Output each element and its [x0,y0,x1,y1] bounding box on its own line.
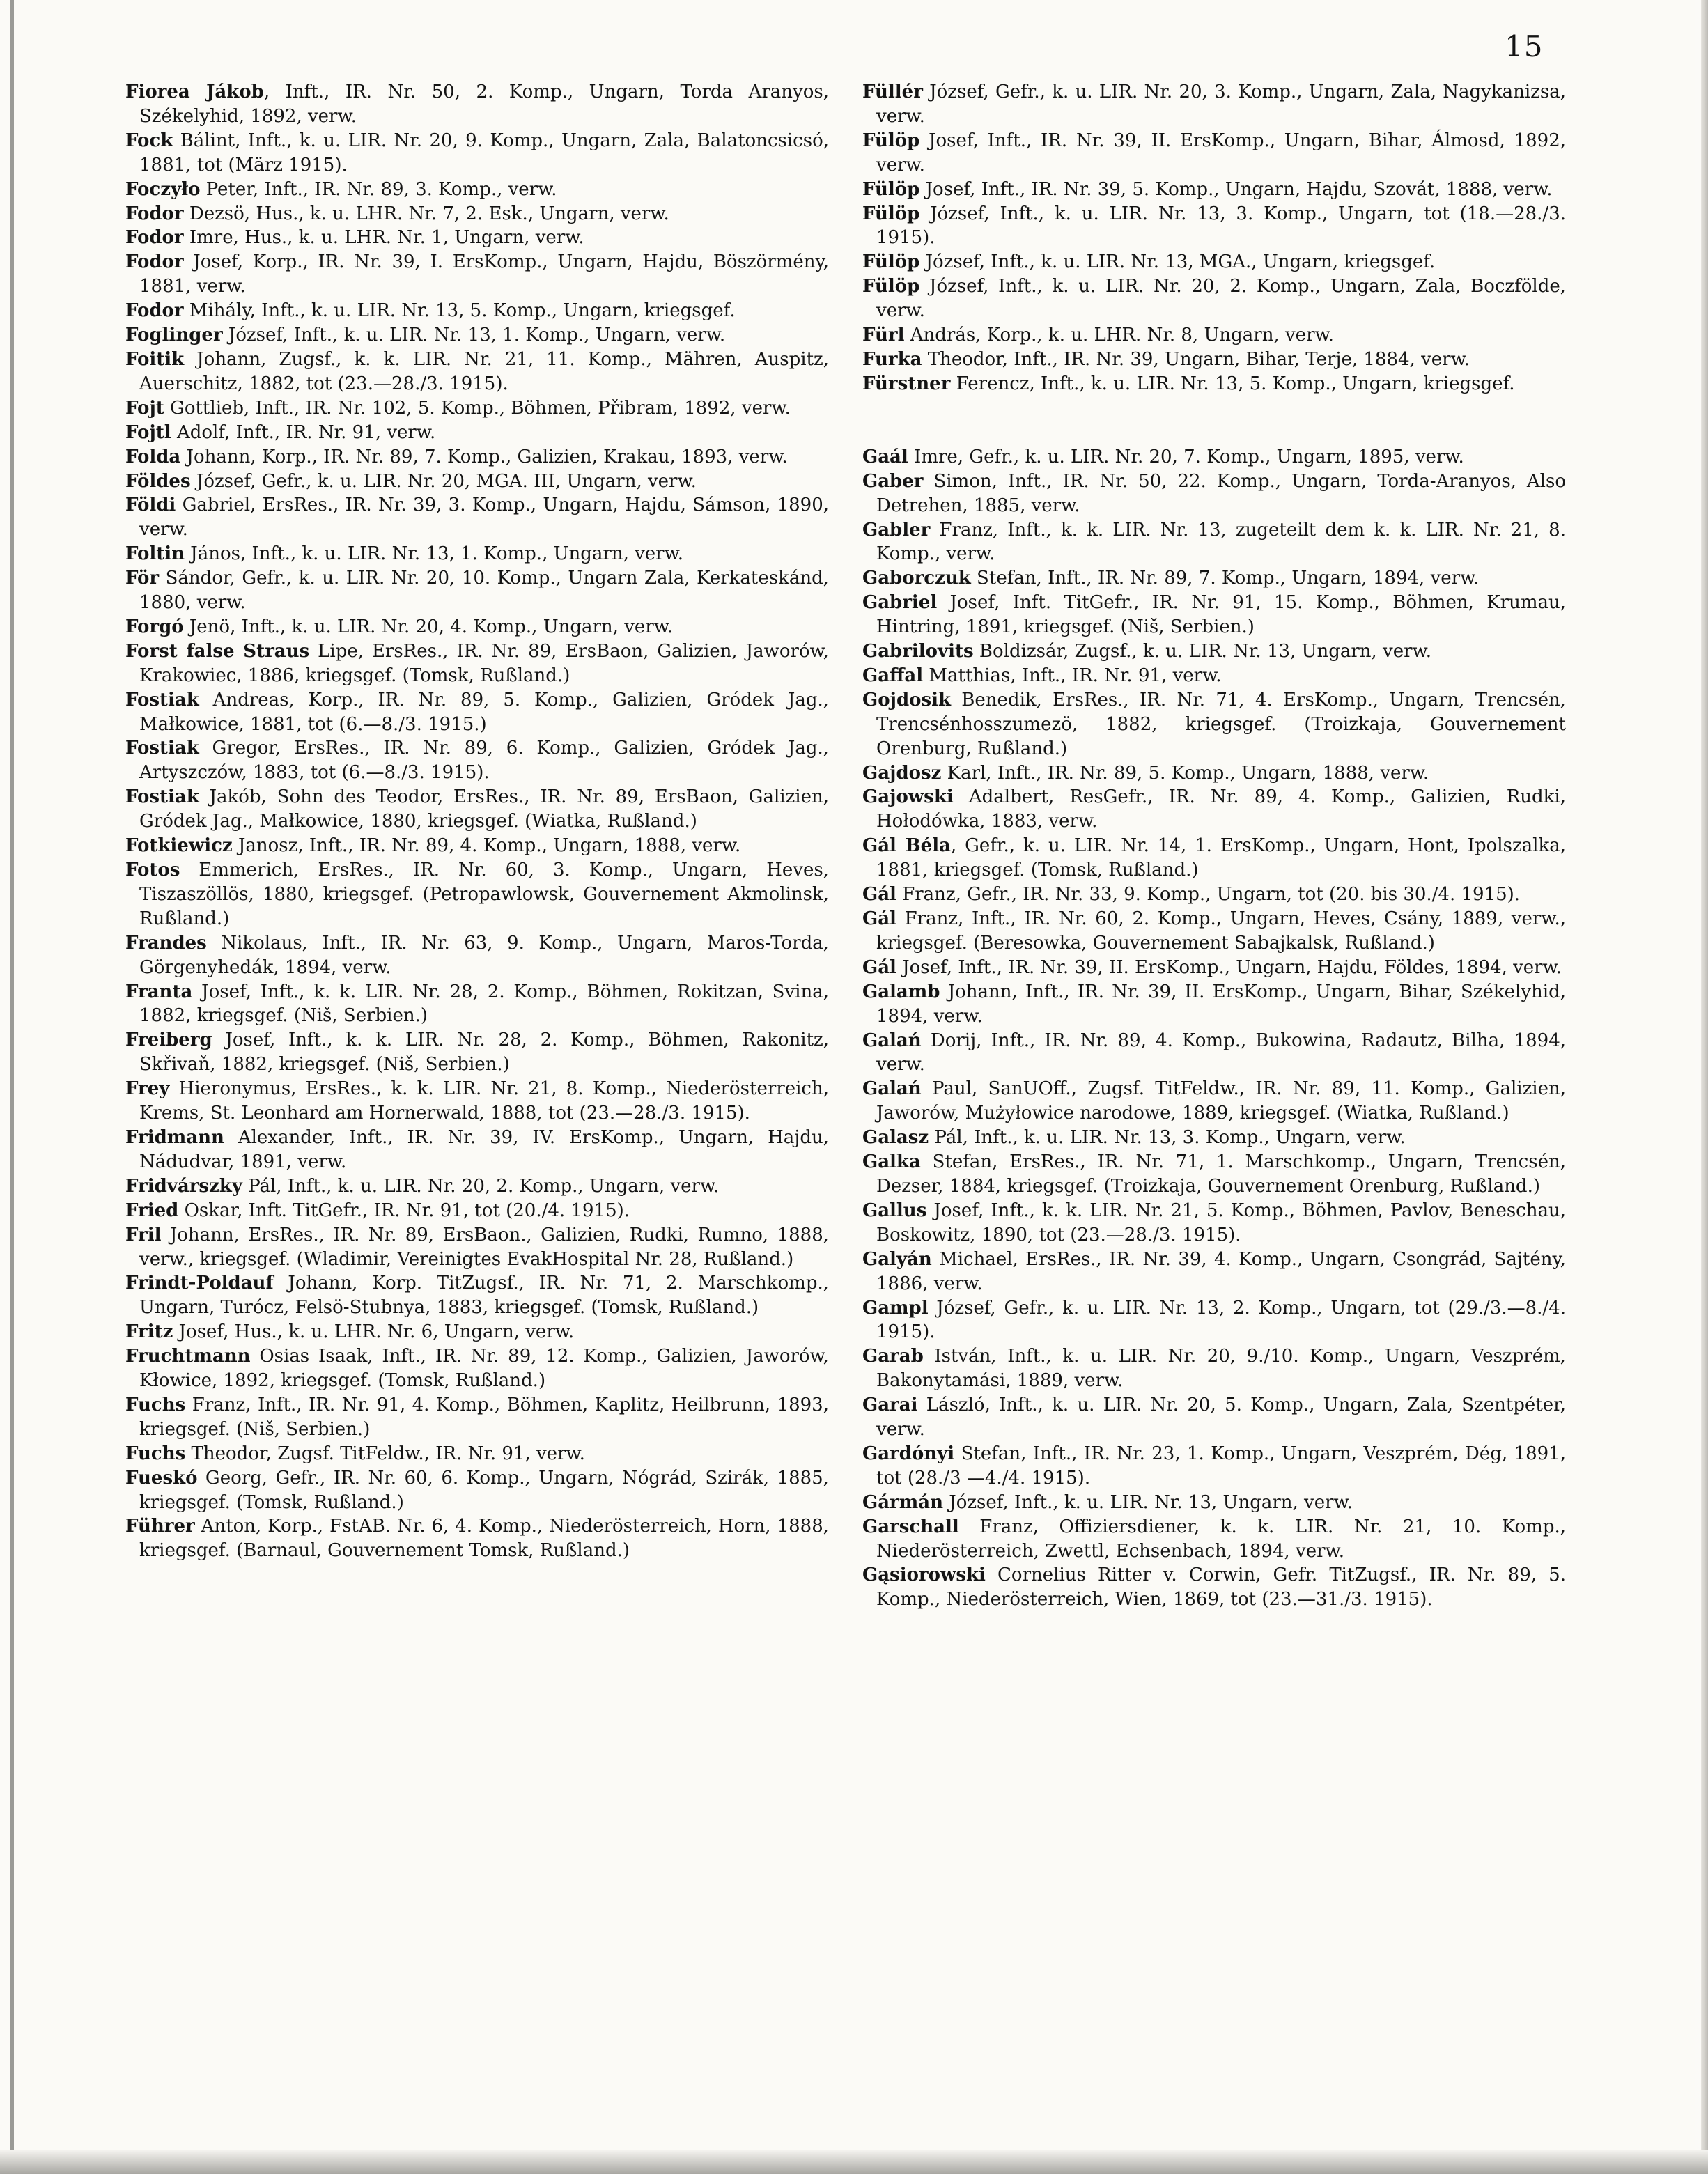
register-entry [125,421,829,445]
register-entry [862,664,1566,688]
entry-surname: Gallus [862,1199,927,1221]
entry-details: Pál, Inft., k. u. LIR. Nr. 13, 3. Komp., Ungarn, verw. [929,1127,1406,1149]
entry-surname: Fojtl [125,421,171,443]
register-entry [125,202,829,226]
register-entry [862,372,1566,396]
entry-details: Johann, ErsRes., IR. Nr. 89, ErsBaon., Galizien, Rudki, Rumno, 1888, verw., kriegsgef. (Wladimir, Vereinigtes EvakHospital Nr. 28, Rußland.) [139,1224,829,1270]
section-gap [862,396,1566,445]
entry-details: Stefan, Inft., IR. Nr. 23, 1. Komp., Ungarn, Veszprém, Dég, 1891, tot (28./3 —4./4. 1915). [876,1443,1566,1489]
register-entry [125,299,829,323]
entry-details: Pál, Inft., k. u. LIR. Nr. 20, 2. Komp., Ungarn, verw. [242,1175,720,1197]
entry-details: Lipe, ErsRes., IR. Nr. 89, ErsBaon, Galizien, Jaworów, Krakowiec, 1886, kriegsgef. (Tomsk, Rußland.) [139,640,829,686]
entry-details: , Gefr., k. u. LIR. Nr. 14, 1. ErsKomp., Ungarn, Hont, Ipolszalka, 1881, kriegsgef. (Tomsk, Rußland.) [876,835,1566,881]
entry-details: Dezsö, Hus., k. u. LHR. Nr. 7, 2. Esk., Ungarn, verw. [183,203,669,224]
entry-details: , Inft., IR. Nr. 50, 2. Komp., Ungarn, Torda Aranyos, Székelyhid, 1892, verw. [139,81,829,127]
register-entry [862,639,1566,664]
register-entry [862,323,1566,348]
entry-surname: Fülöp [862,251,920,273]
register-entry [125,785,829,834]
entry-details: András, Korp., k. u. LHR. Nr. 8, Ungarn, verw. [904,325,1334,346]
entry-surname: Gál [862,956,896,978]
register-entry [125,80,829,129]
register-entry [862,1393,1566,1442]
register-entry [862,1077,1566,1126]
register-entry [862,178,1566,202]
register-entry [862,1344,1566,1393]
register-entry [862,1126,1566,1150]
register-entry [862,1029,1566,1078]
entry-details: József, Inft., k. u. LIR. Nr. 20, 2. Komp., Ungarn, Zala, Boczfölde, verw. [876,276,1566,322]
entry-details: Sándor, Gefr., k. u. LIR. Nr. 20, 10. Komp., Ungarn Zala, Kerkateskánd, 1880, verw. [139,568,829,614]
register-entry [125,858,829,931]
entry-surname: Fodor [125,251,184,273]
entry-surname: Fodor [125,203,184,224]
entry-surname: Foltin [125,543,185,565]
entry-surname: Galyán [862,1248,932,1270]
entry-details: József, Inft., k. u. LIR. Nr. 13, 1. Komp., Ungarn, verw. [222,325,726,346]
entry-surname: Fojt [125,397,164,419]
register-entry [125,396,829,421]
entry-details: Osias Isaak, Inft., IR. Nr. 89, 12. Komp., Galizien, Jaworów, Kłowice, 1892, kriegsgef. (Tomsk, Rußland.) [139,1346,829,1392]
entry-surname: Fodor [125,227,184,249]
entry-details: Theodor, Inft., IR. Nr. 39, Ungarn, Bihar, Terje, 1884, verw. [922,348,1470,370]
register-entry [125,1514,829,1563]
register-entry [862,445,1566,469]
register-entry [862,1296,1566,1345]
entry-surname: Fülöp [862,130,920,151]
register-entry [125,1466,829,1515]
entry-details: Franz, Inft., k. k. LIR. Nr. 13, zugeteilt dem k. k. LIR. Nr. 21, 8. Komp., verw. [876,519,1566,565]
entry-surname: Frindt-Poldauf [125,1273,274,1294]
register-entry [862,1563,1566,1612]
entry-surname: Földi [125,495,176,516]
register-entry [125,1126,829,1174]
entry-details: Gabriel, ErsRes., IR. Nr. 39, 3. Komp., Ungarn, Hajdu, Sámson, 1890, verw. [139,495,829,541]
entry-surname: Fruchtmann [125,1346,251,1367]
entry-details: József, Gefr., k. u. LIR. Nr. 13, 2. Komp., Ungarn, tot (29./3.—8./4. 1915). [876,1297,1566,1343]
entry-details: Imre, Hus., k. u. LHR. Nr. 1, Ungarn, verw. [183,227,584,249]
entry-surname: Fotos [125,860,180,880]
entry-details: Stefan, Inft., IR. Nr. 89, 7. Komp., Ungarn, 1894, verw. [970,568,1480,589]
entry-surname: Freiberg [125,1030,212,1051]
register-entry [862,688,1566,761]
entry-details: Bálint, Inft., k. u. LIR. Nr. 20, 9. Komp., Ungarn, Zala, Balatoncsicsó, 1881, tot (März 1915). [139,130,829,176]
entry-surname: Garab [862,1346,924,1367]
entry-surname: Fritz [125,1321,173,1343]
right-column-f-section [862,80,1566,396]
register-entry [862,129,1566,178]
entry-surname: Gármán [862,1491,944,1513]
register-entry [125,1442,829,1466]
entry-surname: Fotkiewicz [125,835,233,857]
entry-surname: Fiorea Jákob [125,81,264,102]
right-column-g-section [862,445,1566,1613]
register-entry [862,591,1566,639]
entry-details: Johann, Korp., IR. Nr. 89, 7. Komp., Galizien, Krakau, 1893, verw. [180,446,788,467]
entry-surname: Gál Béla [862,835,951,857]
entry-surname: Garai [862,1395,918,1416]
register-entry [125,736,829,785]
register-entry [862,1199,1566,1248]
entry-details: Oskar, Inft. TitGefr., IR. Nr. 91, tot (20./4. 1915). [178,1199,630,1221]
register-entry [862,202,1566,251]
entry-surname: Galamb [862,981,940,1002]
right-column [862,80,1566,1612]
entry-surname: Franta [125,981,193,1002]
entry-details: Dorij, Inft., IR. Nr. 89, 4. Komp., Bukowina, Radautz, Bilha, 1894, verw. [876,1030,1566,1076]
entry-surname: Fostiak [125,786,199,808]
register-entry [125,542,829,566]
register-entry [125,445,829,469]
register-entry [125,1199,829,1223]
register-entry [862,980,1566,1029]
entry-surname: Fürstner [862,373,951,394]
entry-details: Benedik, ErsRes., IR. Nr. 71, 4. ErsKomp., Ungarn, Trencsén, Trencsénhosszumezö, 1882, kriegsgef. (Troizkaja, Gouvernement Orenburg, Rußland.) [876,689,1566,759]
entry-surname: Forgó [125,616,184,637]
entry-details: Simon, Inft., IR. Nr. 50, 22. Komp., Ungarn, Torda-Aranyos, Also Detrehen, 1885, verw. [876,470,1566,516]
register-entry [862,761,1566,786]
entry-details: Gregor, ErsRes., IR. Nr. 89, 6. Komp., Galizien, Gródek Jag., Artyszczów, 1883, tot (6.—8./3. 1915). [139,738,829,784]
register-entry [125,1223,829,1272]
register-entry [125,980,829,1029]
entry-surname: Földes [125,470,191,492]
entry-surname: Gaál [862,446,908,467]
entry-surname: Gojdosik [862,689,952,711]
entry-details: Franz, Offiziersdiener, k. k. LIR. Nr. 21, 10. Komp., Niederösterreich, Zwettl, Echsenbach, 1894, verw. [876,1516,1566,1562]
entry-details: Matthias, Inft., IR. Nr. 91, verw. [923,665,1222,686]
entry-surname: Führer [125,1516,195,1537]
entry-details: Cornelius Ritter v. Corwin, Gefr. TitZugsf., IR. Nr. 89, 5. Komp., Niederösterreich, Wien, 1869, tot (23.—31./3. 1915). [876,1564,1566,1610]
entry-surname: Fuchs [125,1443,186,1464]
entry-surname: Fridvárszky [125,1175,242,1197]
register-entry [862,348,1566,372]
entry-surname: Furka [862,348,922,370]
entry-details: Imre, Gefr., k. u. LIR. Nr. 20, 7. Komp., Ungarn, 1895, verw. [908,446,1464,467]
entry-surname: Gál [862,908,896,929]
register-entry [125,493,829,542]
entry-surname: Fried [125,1199,179,1221]
entry-surname: Gąsiorowski [862,1564,986,1586]
entry-details: Stefan, ErsRes., IR. Nr. 71, 1. Marschkomp., Ungarn, Trencsén, Dezser, 1884, kriegsgef. (Troizkaja, Gouvernement Orenburg, Rußland.) [876,1151,1566,1197]
entry-surname: Gabrilovits [862,641,974,662]
entry-details: Andreas, Korp., IR. Nr. 89, 5. Komp., Galizien, Gródek Jag., Małkowice, 1881, tot (6.—8./3. 1915.) [139,689,829,735]
entry-details: Gottlieb, Inft., IR. Nr. 102, 5. Komp., Böhmen, Přibram, 1892, verw. [164,397,791,419]
entry-details: Franz, Inft., IR. Nr. 91, 4. Komp., Böhmen, Kaplitz, Heilbrunn, 1893, kriegsgef. (Niš, Serbien.) [139,1394,829,1440]
entry-details: Johann, Korp. TitZugsf., IR. Nr. 71, 2. Marschkomp., Ungarn, Turócz, Felsö-Stubnya, 1883, kriegsgef. (Tomsk, Rußland.) [139,1273,829,1319]
entry-surname: Gál [862,884,896,906]
entry-surname: Gabriel [862,592,938,614]
entry-details: Theodor, Zugsf. TitFeldw., IR. Nr. 91, verw. [185,1443,585,1464]
entry-surname: Galasz [862,1127,929,1149]
entry-details: Josef, Inft., k. k. LIR. Nr. 28, 2. Komp., Böhmen, Rakonitz, Skřivaň, 1882, kriegsgef. (Niš, Serbien.) [139,1030,829,1076]
entry-surname: Fülöp [862,203,920,224]
entry-surname: Foglinger [125,325,223,346]
register-entry [125,178,829,202]
entry-details: Josef, Hus., k. u. LHR. Nr. 6, Ungarn, verw. [173,1321,575,1343]
entry-details: Emmerich, ErsRes., IR. Nr. 60, 3. Komp., Ungarn, Heves, Tiszaszöllös, 1880, kriegsgef. (Petropawlowsk, Gouvernement Akmolinsk, Rußland.) [139,860,829,929]
entry-surname: Gabler [862,519,931,541]
register-entry [862,250,1566,274]
entry-surname: Galań [862,1030,922,1051]
entry-details: Johann, Zugsf., k. k. LIR. Nr. 21, 11. Komp., Mähren, Auspitz, Auerschitz, 1882, tot (23.—28./3. 1915). [139,348,829,394]
entry-details: József, Inft., k. u. LIR. Nr. 13, 3. Komp., Ungarn, tot (18.—28./3. 1915). [876,203,1566,249]
entry-details: Josef, Inft., IR. Nr. 39, II. ErsKomp., Ungarn, Bihar, Álmosd, 1892, verw. [876,130,1566,176]
register-entry [125,834,829,858]
entry-surname: Fürl [862,325,905,346]
register-entry [125,1174,829,1199]
entry-details: József, Inft., k. u. LIR. Nr. 13, Ungarn, verw. [943,1491,1353,1513]
register-entry [862,518,1566,567]
entry-details: Ferencz, Inft., k. u. LIR. Nr. 13, 5. Komp., Ungarn, kriegsgef. [950,373,1515,394]
register-entry [125,1393,829,1442]
entry-details: Janosz, Inft., IR. Nr. 89, 4. Komp., Ungarn, 1888, verw. [232,835,741,857]
register-entry [125,469,829,494]
entry-surname: Gajdosz [862,762,942,784]
entry-details: Josef, Korp., IR. Nr. 39, I. ErsKomp., Ungarn, Hajdu, Böszörmény, 1881, verw. [139,251,829,297]
register-entry [862,1491,1566,1515]
page-number: 15 [1505,29,1544,63]
entry-details: József, Inft., k. u. LIR. Nr. 13, MGA., Ungarn, kriegsgef. [919,251,1436,273]
entry-details: Boldizsár, Zugsf., k. u. LIR. Nr. 13, Ungarn, verw. [973,641,1431,662]
register-entry [862,274,1566,323]
entry-details: János, Inft., k. u. LIR. Nr. 13, 1. Komp., Ungarn, verw. [185,543,684,565]
entry-surname: Foitik [125,348,185,370]
entry-details: Jenö, Inft., k. u. LIR. Nr. 20, 4. Komp., Ungarn, verw. [183,616,674,637]
entry-surname: Frandes [125,932,207,954]
register-entry [125,566,829,615]
register-entry [862,80,1566,129]
register-entry [125,226,829,250]
entry-details: Hieronymus, ErsRes., k. k. LIR. Nr. 21, 8. Komp., Niederösterreich, Krems, St. Leonhard am Hornerwald, 1888, tot (23.—28./3. 1915). [139,1078,829,1124]
entry-details: Josef, Inft., k. k. LIR. Nr. 21, 5. Komp., Böhmen, Pavlov, Beneschau, Boskowitz, 1890, tot (23.—28./3. 1915). [876,1199,1566,1245]
entry-surname: Gampl [862,1297,929,1319]
entry-details: Franz, Inft., IR. Nr. 60, 2. Komp., Ungarn, Heves, Csány, 1889, verw., kriegsgef. (Beresowka, Gouvernement Sabajkalsk, Rußland.) [876,908,1566,954]
register-entry [862,469,1566,518]
register-entry [125,348,829,396]
entry-details: Michael, ErsRes., IR. Nr. 39, 4. Komp., Ungarn, Csongrád, Sajtény, 1886, verw. [876,1248,1566,1294]
entry-surname: Fueskó [125,1467,198,1489]
entry-details: Adalbert, ResGefr., IR. Nr. 89, 4. Komp., Galizien, Rudki, Hołodówka, 1883, verw. [876,786,1566,832]
register-entry [862,1515,1566,1564]
register-entry [862,566,1566,591]
scan-edge-bottom [0,2150,1708,2174]
entry-surname: Fülöp [862,276,920,297]
register-entry [125,129,829,178]
entry-details: Adolf, Inft., IR. Nr. 91, verw. [171,421,436,443]
entry-details: István, Inft., k. u. LIR. Nr. 20, 9./10. Komp., Ungarn, Veszprém, Bakonytamási, 1889, verw. [876,1346,1566,1392]
left-column [125,80,829,1563]
register-entry [125,1344,829,1393]
entry-surname: Fülöp [862,178,920,200]
register-entry [862,883,1566,907]
register-entry [125,615,829,639]
entry-details: Nikolaus, Inft., IR. Nr. 63, 9. Komp., Ungarn, Maros-Torda, Görgenyhedák, 1894, verw. [139,932,829,978]
entry-surname: Fostiak [125,738,199,759]
entry-details: Franz, Gefr., IR. Nr. 33, 9. Komp., Ungarn, tot (20. bis 30./4. 1915). [896,884,1521,906]
entry-details: Josef, Inft., k. k. LIR. Nr. 28, 2. Komp., Böhmen, Rokitzan, Svina, 1882, kriegsgef. (Niš, Serbien.) [139,981,829,1027]
register-entry [125,688,829,737]
entry-surname: Fock [125,130,173,151]
entry-details: Mihály, Inft., k. u. LIR. Nr. 13, 5. Komp., Ungarn, kriegsgef. [183,300,736,322]
entry-surname: Fostiak [125,689,199,711]
entry-details: József, Gefr., k. u. LIR. Nr. 20, 3. Komp., Ungarn, Zala, Nagykanizsa, verw. [876,81,1566,127]
entry-surname: Gaffal [862,665,924,686]
register-entry [125,931,829,980]
entry-surname: Fril [125,1224,162,1245]
register-entry [125,1077,829,1126]
register-entry [862,1248,1566,1296]
entry-details: Georg, Gefr., IR. Nr. 60, 6. Komp., Ungarn, Nógrád, Szirák, 1885, kriegsgef. (Tomsk, Rußland.) [139,1467,829,1513]
entry-surname: Fridmann [125,1126,224,1148]
register-entry [862,834,1566,883]
entry-surname: Folda [125,446,181,467]
register-entry [125,1271,829,1320]
register-entry [862,956,1566,980]
entry-surname: Frey [125,1078,170,1100]
register-entry [862,1442,1566,1491]
register-entry [862,1150,1566,1199]
entry-details: Karl, Inft., IR. Nr. 89, 5. Komp., Ungarn, 1888, verw. [941,762,1429,784]
register-entry [862,785,1566,834]
entry-details: László, Inft., k. u. LIR. Nr. 20, 5. Komp., Ungarn, Zala, Szentpéter, verw. [876,1395,1566,1441]
entry-details: Johann, Inft., IR. Nr. 39, II. ErsKomp., Ungarn, Bihar, Székelyhid, 1894, verw. [876,981,1566,1027]
scan-edge-right [1701,0,1708,2174]
register-entry [125,323,829,348]
entry-details: József, Gefr., k. u. LIR. Nr. 20, MGA. III, Ungarn, verw. [190,470,697,492]
entry-surname: Forst false Straus [125,640,310,662]
entry-surname: För [125,568,160,589]
entry-details: Josef, Inft., IR. Nr. 39, 5. Komp., Ungarn, Hajdu, Szovát, 1888, verw. [919,178,1553,200]
register-entry [125,1320,829,1344]
entry-surname: Galań [862,1078,922,1100]
entry-details: Jakób, Sohn des Teodor, ErsRes., IR. Nr. 89, ErsBaon, Galizien, Gródek Jag., Małkowice, 1880, kriegsgef. (Wiatka, Rußland.) [139,786,829,832]
entry-surname: Füllér [862,81,923,102]
register-entry [125,250,829,299]
entry-surname: Galka [862,1151,921,1173]
entry-details: Josef, Inft., IR. Nr. 39, II. ErsKomp., Ungarn, Hajdu, Földes, 1894, verw. [896,956,1562,978]
register-entry [862,907,1566,956]
entry-details: Josef, Inft. TitGefr., IR. Nr. 91, 15. Komp., Böhmen, Krumau, Hintring, 1891, kriegsgef. (Niš, Serbien.) [876,592,1566,638]
entry-surname: Gajowski [862,786,954,808]
register-entry [125,1028,829,1077]
entry-details: Paul, SanUOff., Zugsf. TitFeldw., IR. Nr. 89, 11. Komp., Galizien, Jaworów, Mużyłowice narodowe, 1889, kriegsgef. (Wiatka, Rußland.) [876,1078,1566,1124]
register-entry [125,639,829,688]
entry-surname: Foczyło [125,178,201,200]
entry-surname: Gaborczuk [862,568,971,589]
entry-details: Anton, Korp., FstAB. Nr. 6, 4. Komp., Niederösterreich, Horn, 1888, kriegsgef. (Barnaul, Gouvernement Tomsk, Rußland.) [139,1516,829,1562]
entry-details: Peter, Inft., IR. Nr. 89, 3. Komp., verw. [200,178,557,200]
entry-surname: Gaber [862,470,924,492]
entry-surname: Gardónyi [862,1443,955,1464]
entry-surname: Fodor [125,300,184,322]
entry-surname: Garschall [862,1516,959,1537]
entry-details: Alexander, Inft., IR. Nr. 39, IV. ErsKomp., Ungarn, Hajdu, Nádudvar, 1891, verw. [139,1126,829,1172]
entry-surname: Fuchs [125,1394,186,1415]
